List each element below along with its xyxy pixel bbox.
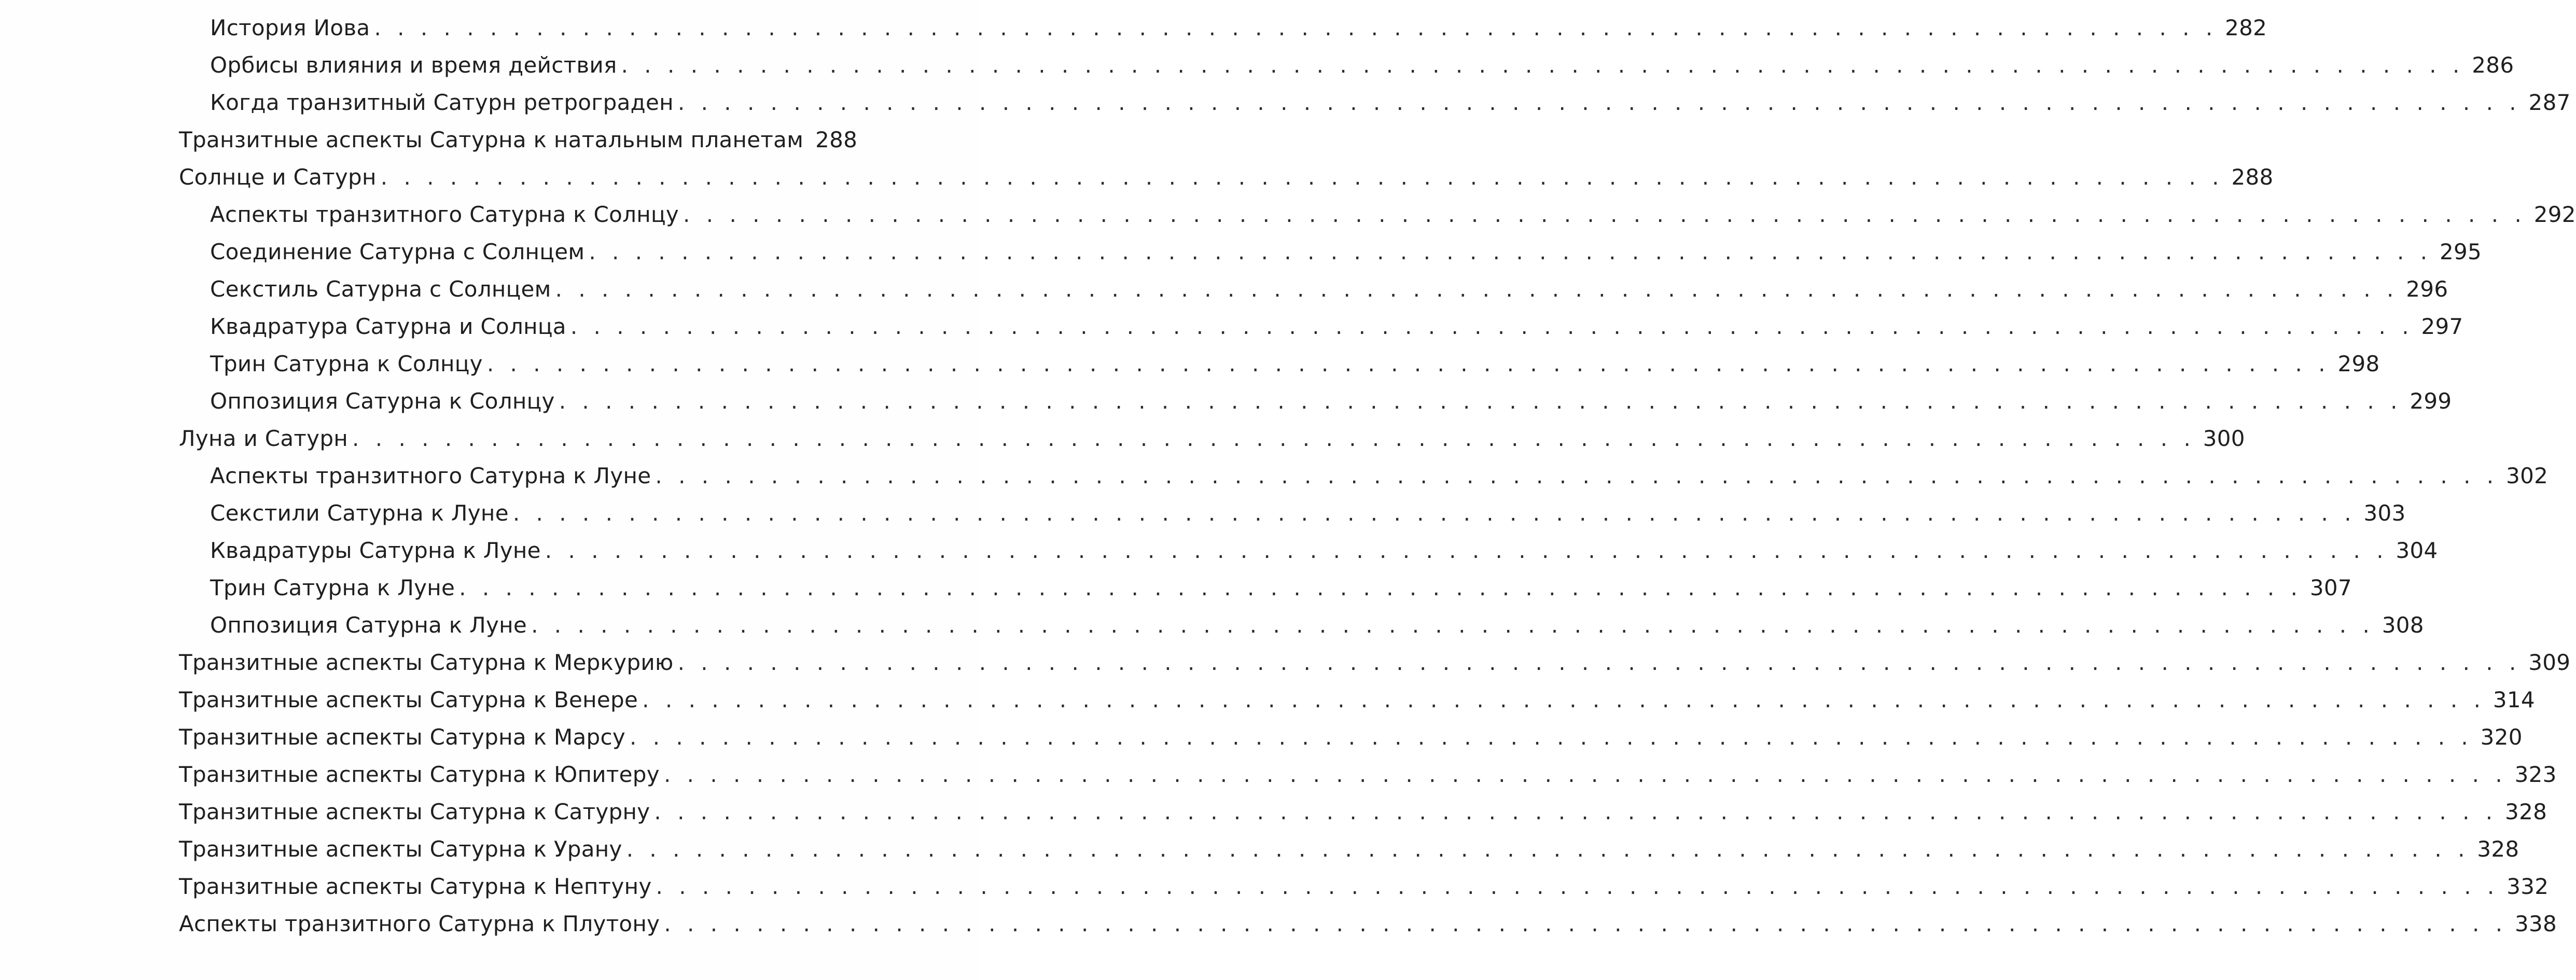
toc-entry [179,831,2519,868]
toc-entry-title: Транзитные аспекты Сатурна к Меркурию [179,650,674,675]
toc-entry-page-number: 307 [2309,575,2352,600]
toc-entry-title: Транзитные аспекты Сатурна к Нептуну [179,874,652,899]
dot-leader: . . . . . . . . . . . . . . . . . . . . . . . . . . . . . . . . . . . . . . . . . . . . . . . . . . . . . . . . . . . . . . . . . . . . . . . . . . . . . . . . [589,239,2432,264]
toc-entry-title: Квадратуры Сатурна к Луне [210,538,541,563]
toc-entry-page-number: 332 [2507,874,2549,899]
toc-entry-page-number: 328 [2505,799,2547,824]
toc-entry-page-number: 309 [2528,650,2571,675]
dot-leader: . . . . . . . . . . . . . . . . . . . . . . . . . . . . . . . . . . . . . . . . . . . . . . . . . . . . . . . . . . . . . . . . . . . . . . . . . . . . . . . . [380,164,2224,190]
toc-entry [179,569,2352,607]
toc-entry-page-number: 302 [2506,463,2549,488]
toc-entry-title: Транзитные аспекты Сатурна к Юпитеру [179,762,660,787]
toc-entry-page-number: 287 [2528,90,2571,115]
toc-entry [179,84,2571,121]
dot-leader: . . . . . . . . . . . . . . . . . . . . . . . . . . . . . . . . . . . . . . . . . . . . . . . . . . . . . . . . . . . . . . . . . . . . . . . . . . . . . . . . [512,500,2356,526]
toc-entry-title: Трин Сатурна к Солнцу [210,351,483,376]
toc-entry-title: Транзитные аспекты Сатурна к Сатурну [179,799,650,824]
toc-entry-title: Аспекты транзитного Сатурна к Луне [210,463,651,488]
dot-leader: . . . . . . . . . . . . . . . . . . . . . . . . . . . . . . . . . . . . . . . . . . . . . . . . . . . . . . . . . . . . . . . . . . . . . . . . . . . . . . . . [374,15,2218,40]
dot-leader: . . . . . . . . . . . . . . . . . . . . . . . . . . . . . . . . . . . . . . . . . . . . . . . . . . . . . . . . . . . . . . . . . . . . . . . . . . . . . . . . [555,276,2399,302]
toc-entry-title: Секстиль Сатурна с Солнцем [210,276,551,302]
toc-entry-page-number: 298 [2337,351,2380,376]
toc-entry-page-number: 328 [2477,836,2519,862]
dot-leader: . . . . . . . . . . . . . . . . . . . . . . . . . . . . . . . . . . . . . . . . . . . . . . . . . . . . . . . . . . . . . . . . . . . . . . . . . . . . . . . . [621,52,2464,78]
toc-entry [179,644,2571,681]
toc-entry [179,457,2549,495]
dot-leader: . . . . . . . . . . . . . . . . . . . . . . . . . . . . . . . . . . . . . . . . . . . . . . . . . . . . . . . . . . . . . . . . . . . . . . . . . . . . . . . . [655,463,2499,488]
dot-leader: . . . . . . . . . . . . . . . . . . . . . . . . . . . . . . . . . . . . . . . . . . . . . . . . . . . . . . . . . . . . . . . . . . . . . . . . . . . . . . . . [486,351,2330,376]
toc-entry-title: Транзитные аспекты Сатурна к Венере [179,687,638,712]
toc-entry [179,345,2380,383]
toc-entry [179,868,2549,905]
toc-entry-title: Солнце и Сатурн [179,164,377,190]
toc-entry-page-number: 295 [2440,239,2482,264]
dot-leader: . . . . . . . . . . . . . . . . . . . . . . . . . . . . . . . . . . . . . . . . . . . . . . . . . . . . . . . . . . . . . . . . . . . . . . . . . . . . . . . . [664,911,2508,936]
toc-entry [179,681,2535,719]
dot-leader: . . . . . . . . . . . . . . . . . . . . . . . . . . . . . . . . . . . . . . . . . . . . . . . . . . . . . . . . . . . . . . . . . . . . . . . . . . . . . . . . [630,724,2473,750]
toc-entry-page-number: 314 [2493,687,2535,712]
toc-entry [179,756,2557,793]
toc-entry [179,196,2576,233]
toc-entry-title: Аспекты транзитного Сатурна к Солнцу [210,202,679,227]
toc-entry [179,495,2406,532]
toc-entry-title: История Иова [210,15,370,40]
dot-leader: . . . . . . . . . . . . . . . . . . . . . . . . . . . . . . . . . . . . . . . . . . . . . . . . . . . . . . . . . . . . . . . . . . . . . . . . . . . . . . . . [683,202,2526,227]
toc-entry-title: Соединение Сатурна с Солнцем [210,239,585,264]
toc-entry [179,159,2274,196]
dot-leader: . . . . . . . . . . . . . . . . . . . . . . . . . . . . . . . . . . . . . . . . . . . . . . . . . . . . . . . . . . . . . . . . . . . . . . . . . . . . . . . . [677,650,2521,675]
dot-leader: . . . . . . . . . . . . . . . . . . . . . . . . . . . . . . . . . . . . . . . . . . . . . . . . . . . . . . . . . . . . . . . . . . . . . . . . . . . . . . . . [656,874,2499,899]
toc-entry [179,905,2557,943]
dot-leader: . . . . . . . . . . . . . . . . . . . . . . . . . . . . . . . . . . . . . . . . . . . . . . . . . . . . . . . . . . . . . . . . . . . . . . . . . . . . . . . . [352,426,2195,451]
toc-entry-page-number: 300 [2203,426,2245,451]
toc-entry-page-number: 297 [2421,314,2463,339]
toc-entry-page-number: 292 [2533,202,2576,227]
dot-leader: . . . . . . . . . . . . . . . . . . . . . . . . . . . . . . . . . . . . . . . . . . . . . . . . . . . . . . . . . . . . . . . . . . . . . . . . . . . . . . . . [570,314,2414,339]
toc-entry-page-number: 304 [2396,538,2438,563]
toc-entry-title: Трин Сатурна к Луне [210,575,455,600]
dot-leader: . . . . . . . . . . . . . . . . . . . . . . . . . . . . . . . . . . . . . . . . . . . . . . . . . . . . . . . . . . . . . . . . . . . . . . . . . . . . . . . . [626,836,2470,862]
toc-entry-title: Оппозиция Сатурна к Луне [210,612,527,638]
toc-entry-page-number: 299 [2410,388,2452,414]
toc-entry-page-number: 320 [2480,724,2523,750]
toc-entry [179,271,2448,308]
toc-entry [179,308,2463,345]
toc-entry-page-number: 286 [2472,52,2514,78]
dot-leader: . . . . . . . . . . . . . . . . . . . . . . . . . . . . . . . . . . . . . . . . . . . . . . . . . . . . . . . . . . . . . . . . . . . . . . . . . . . . . . . . [559,388,2402,414]
toc-entry-title: Оппозиция Сатурна к Солнцу [210,388,555,414]
toc-entry [179,47,2514,84]
toc-entry-page-number: 282 [2225,15,2267,40]
table-of-contents [179,9,2576,943]
toc-entry-title: Транзитные аспекты Сатурна к Марсу [179,724,625,750]
toc-entry [179,383,2452,420]
toc-entry-title: Транзитные аспекты Сатурна к Урану [179,836,622,862]
toc-entry-title: Транзитные аспекты Сатурна к натальным планетам [179,127,804,152]
toc-entry-title: Луна и Сатурн [179,426,349,451]
toc-entry-page-number: 308 [2382,612,2424,638]
toc-entry-page-number: 338 [2515,911,2557,936]
toc-entry-page-number: 288 [2231,164,2274,190]
toc-entry [179,9,2267,47]
toc-entry-title: Квадратура Сатурна и Солнца [210,314,566,339]
toc-entry [179,532,2438,569]
toc-entry-title: Секстили Сатурна к Луне [210,500,509,526]
toc-entry-title: Когда транзитный Сатурн ретрограден [210,90,674,115]
dot-leader: . . . . . . . . . . . . . . . . . . . . . . . . . . . . . . . . . . . . . . . . . . . . . . . . . . . . . . . . . . . . . . . . . . . . . . . . . . . . . . . . [642,687,2485,712]
toc-entry [179,420,2245,457]
dot-leader: . . . . . . . . . . . . . . . . . . . . . . . . . . . . . . . . . . . . . . . . . . . . . . . . . . . . . . . . . . . . . . . . . . . . . . . . . . . . . . . . [459,575,2302,600]
toc-entry [179,233,2482,271]
toc-entry-page-number: 303 [2363,500,2406,526]
dot-leader: . . . . . . . . . . . . . . . . . . . . . . . . . . . . . . . . . . . . . . . . . . . . . . . . . . . . . . . . . . . . . . . . . . . . . . . . . . . . . . . . [545,538,2388,563]
toc-entry-title: Аспекты транзитного Сатурна к Плутону [179,911,660,936]
toc-entry-page-number: 323 [2514,762,2557,787]
dot-leader: . . . . . . . . . . . . . . . . . . . . . . . . . . . . . . . . . . . . . . . . . . . . . . . . . . . . . . . . . . . . . . . . . . . . . . . . . . . . . . . . [654,799,2498,824]
dot-leader: . . . . . . . . . . . . . . . . . . . . . . . . . . . . . . . . . . . . . . . . . . . . . . . . . . . . . . . . . . . . . . . . . . . . . . . . . . . . . . . . [663,762,2507,787]
dot-leader: . . . . . . . . . . . . . . . . . . . . . . . . . . . . . . . . . . . . . . . . . . . . . . . . . . . . . . . . . . . . . . . . . . . . . . . . . . . . . . . . [531,612,2374,638]
toc-entry [179,121,858,159]
dot-leader: . . . . . . . . . . . . . . . . . . . . . . . . . . . . . . . . . . . . . . . . . . . . . . . . . . . . . . . . . . . . . . . . . . . . . . . . . . . . . . . . [677,90,2521,115]
toc-entry [179,719,2523,756]
toc-entry [179,607,2424,644]
toc-entry-page-number: 288 [815,127,858,152]
toc-entry [179,793,2547,831]
toc-entry-title: Орбисы влияния и время действия [210,52,617,78]
toc-entry-page-number: 296 [2406,276,2448,302]
